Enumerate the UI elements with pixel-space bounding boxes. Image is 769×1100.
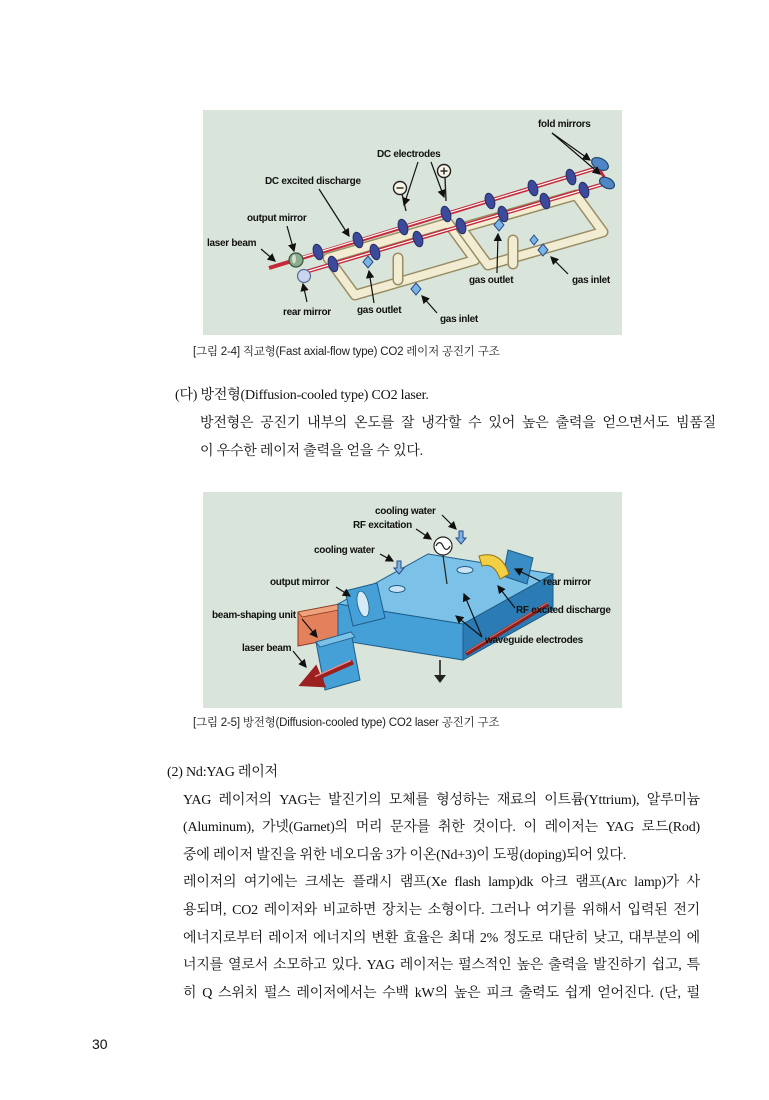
laser-beam-label: laser beam <box>242 643 292 654</box>
output-mirror-optic <box>289 253 303 267</box>
text-line: YAG 레이저의 YAG는 발진기의 모체를 형성하는 재료의 이트륨(Yttrium), 알루미늄 <box>183 793 700 808</box>
text-line: 레이저의 여기에는 크세논 플래시 램프(Xe flash lamp)dk 아크 램프(Arc lamp)가 사 <box>183 875 700 890</box>
section-2-heading: (2) Nd:YAG 레이저 <box>167 765 278 780</box>
rear-mirror-label: rear mirror <box>543 577 591 588</box>
diffusion-cooled-diagram <box>203 492 622 708</box>
text-line: 용되며, CO2 레이저와 비교하면 장치는 소형이다. 그러나 여기를 위해서 입력된 전기 <box>183 903 700 918</box>
gas-inlet-left-label: gas inlet <box>440 314 478 325</box>
section-da-heading: (다) 방전형(Diffusion-cooled type) CO2 laser. <box>175 388 429 403</box>
dc-electrodes-label: DC electrodes <box>377 149 441 160</box>
figure1-caption: [그림 2-4] 직교형(Fast axial-flow type) CO2 레이저 공진기 구조 <box>193 346 500 358</box>
text-line: 히 Q 스위치 펄스 레이저에서는 수백 kW의 높은 피크 출력도 쉽게 얻어진다. (단, 펄 <box>183 986 700 1001</box>
output-mirror-label: output mirror <box>270 577 330 588</box>
text-line: 너지를 열로서 소모하고 있다. YAG 레이저는 펄스적인 높은 출력을 발진하기 쉽고, 특 <box>183 958 700 973</box>
page-number: 30 <box>92 1036 108 1052</box>
cooling-port <box>389 586 405 593</box>
text-line: 방전형은 공진기 내부의 온도를 잘 냉각할 수 있어 높은 출력을 얻으면서도 빔품질 <box>200 416 716 431</box>
gas-inlet-right-label: gas inlet <box>572 275 610 286</box>
cooling-water-left-label: cooling water <box>314 545 375 556</box>
figure-diffusion-cooled <box>203 492 622 708</box>
fast-axial-flow-diagram <box>203 110 622 335</box>
text-line: 에너지로부터 레이저 에너지의 변환 효율은 최대 2% 정도로 대단히 낮고, 대부분의 에 <box>183 931 700 946</box>
figure-fast-axial-flow <box>203 110 622 335</box>
rear-mirror-optic <box>298 270 311 283</box>
dc-excited-discharge-label: DC excited discharge <box>265 176 361 187</box>
text-line: (Aluminum), 가넷(Garnet)의 머리 문자를 취한 것이다. 이 레이저는 YAG 로드(Rod) <box>183 820 700 835</box>
laser-beam-label: laser beam <box>207 238 257 249</box>
rf-excited-discharge-label: RF excited discharge <box>516 605 611 616</box>
output-mirror-label: output mirror <box>247 213 307 224</box>
ground-symbol <box>434 660 446 683</box>
waveguide-electrodes-label: waveguide electrodes <box>485 635 583 646</box>
cooling-port <box>457 567 473 574</box>
rf-excitation-label: RF excitation <box>353 520 412 531</box>
text-line: 이 우수한 레이저 출력을 얻을 수 있다. <box>200 444 423 459</box>
text-line: 중에 레이저 발진을 위한 네오디움 3가 이온(Nd+3)이 도핑(doping)되어 있다. <box>183 848 627 863</box>
figure2-caption: [그림 2-5] 방전형(Diffusion-cooled type) CO2 laser 공진기 구조 <box>193 717 500 729</box>
gas-outlet-right-label: gas outlet <box>469 275 514 286</box>
dc-minus-terminal <box>394 182 407 212</box>
gas-outlet-left-label: gas outlet <box>357 305 402 316</box>
rear-mirror-label: rear mirror <box>283 307 331 318</box>
beam-shaping-unit-label: beam-shaping unit <box>212 610 296 621</box>
cooling-water-top-label: cooling water <box>375 506 436 517</box>
fold-mirrors-label: fold mirrors <box>538 119 591 130</box>
